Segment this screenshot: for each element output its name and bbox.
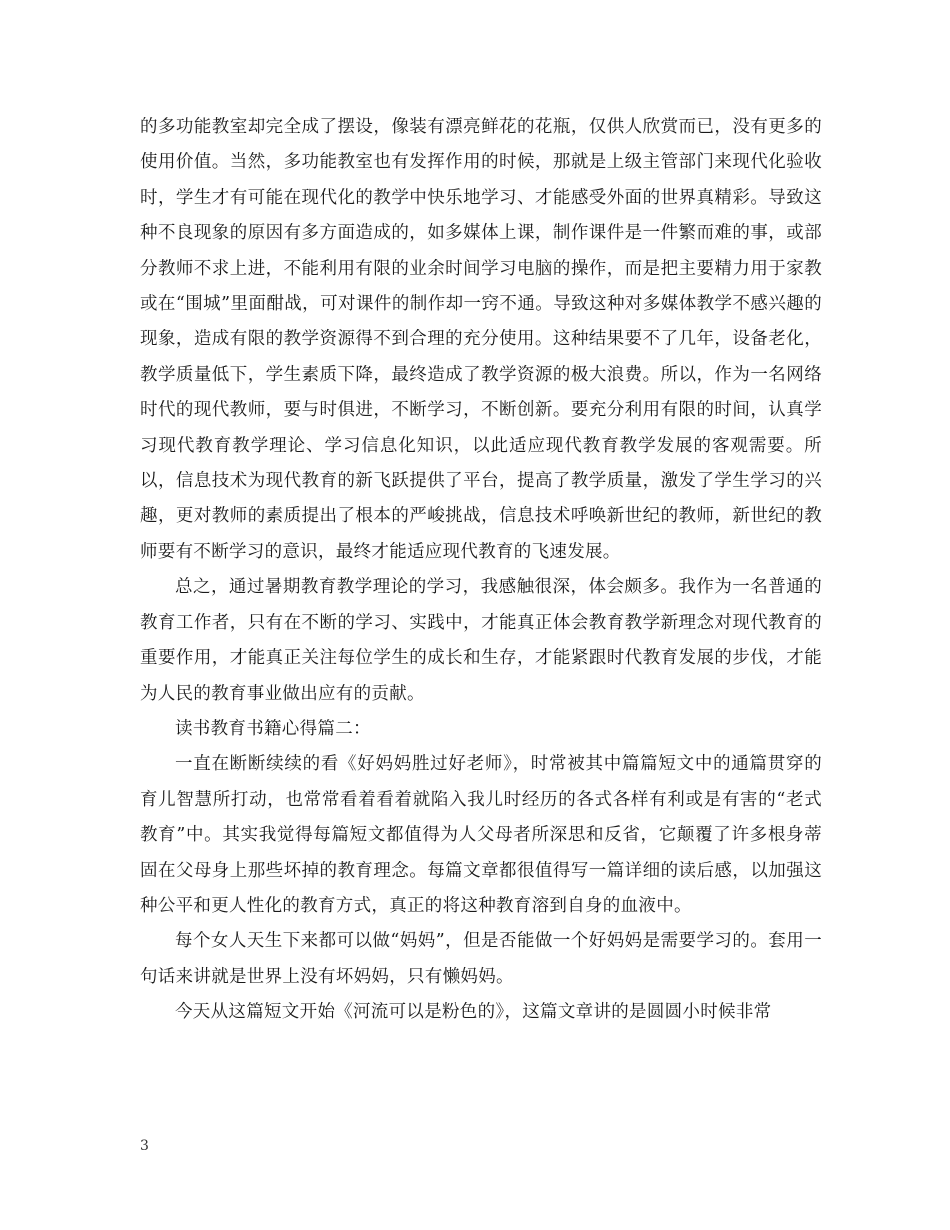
body-text — [140, 110, 822, 1031]
page-number: 3 — [140, 1138, 149, 1154]
paragraph-5: 今天从这篇短文开始《河流可以是粉色的》，这篇文章讲的是圆圆小时候非常 — [175, 1002, 772, 1023]
paragraph-1: 的多功能教室却完全成了摆设，像装有漂亮鲜花的花瓶，仅供人欣赏而已，没有更多的使用价值。当然，多功能教室也有发挥作用的时候，那就是上级主管部门来现代化验收时，学生才有可能在现代化的教学中快乐地学习、才能感受外面的世界真精彩。导致这种不良现象的原因有多方面造成的，如多媒体上课，制作课件是一件繁而难的事，或部分教师不求上进，不能利用有限的业余时间学习电脑的操作，而是把主要精力用于家教或在“围城”里面酣战，可对课件的制作却一窍不通。导致这种对多媒体教学不感兴趣的现象，造成有限的教学资源得不到合理的充分使用。这种结果要不了几年，设备老化，教学质量低下，学生素质下降，最终造成了教学资源的极大浪费。所以，作为一名网络时代的现代教师，要与时俱进，不断学习，不断创新。要充分利用有限的时间，认真学习现代教育教学理论、学习信息化知识，以此适应现代教育教学发展的客观需要。所以，信息技术为现代教育的新飞跃提供了平台，提高了教学质量，激发了学生学习的兴趣，更对教师的素质提出了根本的严峻挑战，信息技术呼唤新世纪的教师，新世纪的教师要有不断学习的意识，最终才能适应现代教育的飞速发展。 — [140, 117, 822, 562]
section-heading: 读书教育书籍心得篇二： — [175, 718, 371, 739]
paragraph-3: 一直在断断续续的看《好妈妈胜过好老师》，时常被其中篇篇短文中的通篇贯穿的育儿智慧所打动，也常常看着看着就陷入我儿时经历的各式各样有利或是有害的“老式教育”中。其实我觉得每篇短文都值得为人父母者所深思和反省，它颠覆了许多根身蒂固在父母身上那些坏掉的教育理念。每篇文章都很值得写一篇详细的读后感，以加强这种公平和更人性化的教育方式，真正的将这种教育溶到自身的血液中。 — [140, 754, 822, 916]
paragraph-2: 总之，通过暑期教育教学理论的学习，我感触很深，体会颇多。我作为一名普通的教育工作者，只有在不断的学习、实践中，才能真正体会教育教学新理念对现代教育的重要作用，才能真正关注每位学生的成长和生存，才能紧跟时代教育发展的步伐，才能为人民的教育事业做出应有的贡献。 — [140, 577, 822, 704]
paragraph-4: 每个女人天生下来都可以做“妈妈”，但是否能做一个好妈妈是需要学习的。套用一句话来讲就是世界上没有坏妈妈，只有懒妈妈。 — [140, 931, 822, 987]
